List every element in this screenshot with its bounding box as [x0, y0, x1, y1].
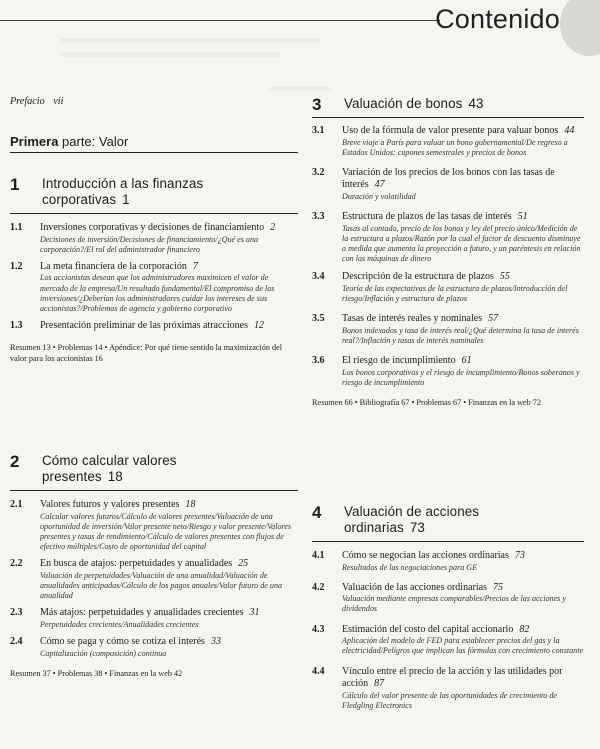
section-4-2[interactable] [312, 582, 584, 615]
preface-label: Prefacio [10, 96, 45, 107]
section-1-2[interactable] [10, 261, 298, 314]
section-number: 1.1 [10, 222, 23, 233]
chapter-summary: Resumen 37 • Problemas 38 • Finanzas en la web 42 [10, 668, 183, 678]
section-3-5[interactable] [312, 313, 584, 346]
section-subtopics: Perpetuidades crecientes/Anualidades crecientes [40, 619, 199, 629]
section-4-1[interactable] [312, 550, 584, 573]
section-number: 2.3 [10, 607, 23, 619]
chapter-rule [312, 117, 584, 118]
section-4-4[interactable] [312, 666, 584, 711]
part-heading-bold: Primera [10, 134, 59, 149]
section-subtopics: Los accionistas desean que los administradores maximicen el valor de mercado de la empresa/Un resultado fundamental/El compromiso de las inversiones/¿Deberían los administradores cuidar los intereses de sus accionistas?/Problemas de agencia y gobierno corporativo [40, 273, 275, 314]
section-title: Cómo se negocian las acciones ordinarias [342, 550, 509, 561]
section-subtopics: Los bonos corporativos y el riesgo de incumplimiento/Bonos soberanos y riesgo de incumplimiento [342, 367, 580, 387]
section-title: Uso de la fórmula de valor presente para valuar bonos [342, 125, 559, 136]
section-2-2[interactable] [10, 558, 298, 601]
section-3-3[interactable] [312, 211, 584, 264]
chapter-summary: Resumen 66 • Bibliografía 67 • Problemas 67 • Finanzas en la web 72 [312, 398, 541, 408]
section-title: Inversiones corporativas y decisiones de financiamiento [40, 222, 265, 233]
section-subtopics: Aplicación del modelo de FED para establecer precios del gas y la electricidad/Peligros que implican las fórmulas con crecimiento constante [342, 636, 584, 656]
chapter-3 [312, 96, 584, 408]
chapter-title-text: Valuación de acciones ordinarias [344, 504, 480, 535]
section-2-4[interactable] [10, 636, 298, 659]
chapter-number: 4 [312, 503, 322, 522]
preface-entry[interactable] [10, 96, 63, 107]
chapter-title[interactable] [42, 453, 212, 485]
section-number: 1.2 [10, 260, 23, 272]
section-page: 47 [374, 179, 385, 191]
section-number: 2.1 [10, 499, 23, 510]
section-number: 4.3 [312, 623, 325, 635]
chapter-summary: Resumen 13 • Problemas 14 • Apéndice: Por qué tiene sentido la maximización del valor para los accionistas 16 [10, 342, 282, 363]
chapter-rule [312, 541, 584, 542]
chapter-2 [10, 453, 298, 679]
section-title: Variación de los precios de los bonos con las tasas de interés [342, 166, 555, 191]
section-title: Vínculo entre el precio de la acción y las utilidades por acción [342, 665, 563, 690]
chapter-number: 1 [10, 175, 20, 194]
section-number: 4.1 [312, 550, 325, 561]
section-title: Presentación preliminar de las próximas atracciones [40, 320, 248, 332]
section-page: 75 [492, 581, 503, 593]
section-3-6[interactable] [312, 355, 584, 388]
chapter-page: 43 [468, 96, 484, 111]
chapter-rule [10, 490, 298, 491]
chapter-1 [10, 176, 298, 364]
section-title: En busca de atajos: perpetuidades y anualidades [40, 558, 233, 570]
section-number: 2.4 [10, 636, 23, 648]
section-4-3[interactable] [312, 624, 584, 657]
section-page: 87 [374, 678, 385, 690]
section-number: 3.4 [312, 271, 325, 283]
section-page: 82 [519, 623, 530, 635]
section-subtopics: Valuación mediante empresas comparables/Precios de las acciones y dividendos [342, 594, 566, 614]
section-subtopics: Decisiones de inversión/Decisiones de financiamiento/¿Qué es una corporación?/El rol del administrador financiero [40, 234, 259, 254]
section-subtopics: Tasas al contado, precio de los bonos y ley del precio único/Medición de la estructura a plazos/Razón por la cual el factor de descuento disminuye a medida que aumenta la proyección a futuro, y un paréntesis en relación con las máquinas de dinero [342, 223, 581, 264]
section-3-2[interactable] [312, 167, 584, 202]
section-subtopics: Teoría de las expectativas de la estructura de plazos/Introducción del riesgo/Inflación y estructura de plazos [342, 283, 568, 304]
section-subtopics: Breve viaje a París para valuar un bono gubernamental/De regreso a Estados Unidos: cupones semestrales y precios de bonos [342, 137, 568, 157]
section-title: El riesgo de incumplimiento [342, 355, 456, 367]
section-page: 33 [210, 636, 221, 648]
section-title: La meta financiera de la corporación [40, 260, 187, 272]
section-number: 3.3 [312, 211, 325, 223]
section-page: 31 [249, 607, 260, 619]
chapter-page: 73 [409, 520, 425, 535]
chapter-title[interactable] [42, 176, 242, 208]
section-number: 3.1 [312, 125, 325, 136]
section-page: 18 [185, 499, 196, 510]
section-title: Estimación del costo del capital accionario [342, 623, 514, 635]
section-1-1[interactable] [10, 222, 298, 255]
section-number: 3.6 [312, 355, 325, 367]
section-title: Descripción de la estructura de plazos [342, 271, 494, 283]
section-page: 73 [514, 550, 525, 561]
chapter-title-text: Cómo calcular valores presentes [42, 453, 177, 484]
section-subtopics: Valuación de perpetuidades/Valuación de una anualidad/Valuación de anualidades anticipadas/Cálculo de los pagos anuales/Valor futuro de una anualidad [40, 570, 283, 601]
section-2-1[interactable] [10, 499, 298, 552]
preface-page: vii [53, 96, 64, 107]
chapter-rule [10, 213, 298, 214]
section-subtopics: Capitalización (composición) continua [40, 648, 167, 658]
section-subtopics: Duración y volatilidad [342, 191, 416, 201]
section-number: 4.4 [312, 665, 325, 677]
chapter-title-text: Valuación de bonos [344, 96, 463, 111]
section-subtopics: Cálculo del valor presente de las oportunidades de crecimiento de Fledgling Electronics [342, 690, 557, 710]
section-2-3[interactable] [10, 607, 298, 630]
chapter-page: 18 [107, 469, 123, 484]
section-title: Tasas de interés reales y nominales [342, 313, 483, 325]
section-subtopics: Bonos indexados y tasa de interés real/¿Qué determina la tasa de interés real?/Inflación y tasas de interés nominales [342, 325, 579, 346]
chapter-title-text: Introducción a las finanzas corporativas [42, 176, 204, 207]
section-page: 2 [270, 222, 276, 233]
section-page: 55 [499, 271, 510, 283]
chapter-number: 3 [312, 95, 322, 114]
left-column [10, 0, 298, 749]
part-heading [10, 134, 298, 153]
section-number: 1.3 [10, 320, 23, 332]
chapter-number: 2 [10, 452, 20, 471]
section-3-4[interactable] [312, 271, 584, 304]
section-subtopics: Resultados de las negociaciones para GE [342, 562, 478, 572]
section-number: 4.2 [312, 581, 325, 593]
section-title: Valores futuros y valores presentes [40, 499, 180, 510]
section-page: 44 [564, 125, 575, 136]
chapter-title[interactable] [344, 504, 534, 536]
section-page: 12 [253, 320, 264, 332]
section-number: 3.2 [312, 166, 325, 178]
chapter-page: 1 [122, 192, 130, 207]
section-3-1[interactable] [312, 125, 584, 158]
section-number: 3.5 [312, 313, 325, 325]
chapter-title[interactable] [344, 96, 584, 112]
section-number: 2.2 [10, 558, 23, 570]
section-page: 7 [192, 260, 198, 272]
section-1-3[interactable] [10, 320, 298, 333]
section-page: 61 [461, 355, 472, 367]
section-title: Estructura de plazos de las tasas de interés [342, 211, 512, 223]
section-subtopics: Calcular valores futuros/Cálculo de valores presentes/Valuación de una oportunidad de inversión/Valor presente neto/Riesgo y valor presente/Valores presentes y tasas de rendimiento/Cálculo de valores presentes con flujos de efectivo múltiples/Costo de oportunidad del capital [40, 511, 292, 552]
right-column [312, 0, 584, 749]
section-page: 25 [238, 558, 249, 570]
section-page: 57 [488, 313, 499, 325]
section-title: Más atajos: perpetuidades y anualidades crecientes [40, 607, 244, 619]
section-page: 51 [517, 211, 528, 223]
section-title: Cómo se paga y cómo se cotiza el interés [40, 636, 205, 648]
part-heading-rest: parte: Valor [58, 134, 129, 149]
section-title: Valuación de las acciones ordinarias [342, 581, 487, 593]
page-title: Contenido [435, 4, 560, 34]
chapter-4 [312, 504, 584, 711]
